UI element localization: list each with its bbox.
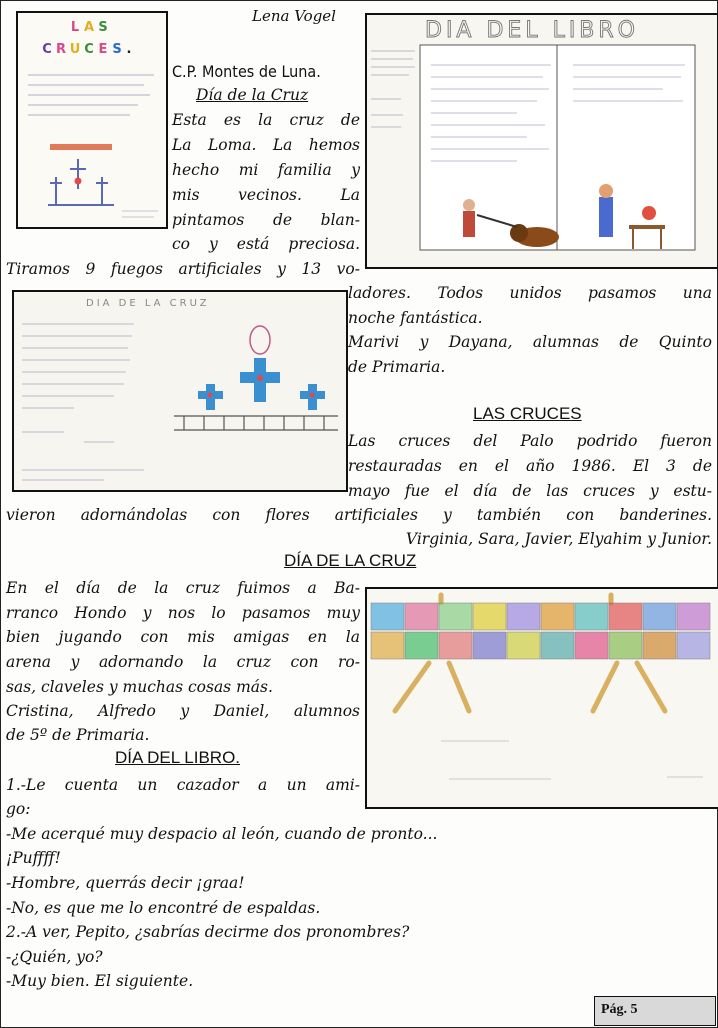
calendar-cell bbox=[541, 632, 574, 659]
calendar-cell bbox=[643, 603, 676, 630]
article1-line: de Primaria. bbox=[348, 358, 446, 376]
author-name: Lena Vogel bbox=[252, 7, 336, 25]
article3-line: bien jugando con mis amigas en la bbox=[6, 628, 360, 646]
article2-title: LAS CRUCES bbox=[473, 404, 582, 423]
article4-line: -Hombre, querrás decir ¡graa! bbox=[6, 874, 245, 892]
article1-line: Tiramos 9 fuegos artificiales y 13 vo- bbox=[6, 260, 360, 278]
dia-de-la-cruz-drawing-title: DIA DE LA CRUZ bbox=[86, 298, 210, 309]
calendar-cell bbox=[609, 603, 642, 630]
calendar-cell bbox=[507, 603, 540, 630]
article1-line: ladores. Todos unidos pasamos una bbox=[348, 284, 712, 302]
article4-line: -No, es que me lo encontré de espaldas. bbox=[6, 899, 321, 917]
article1-line: Marivi y Dayana, alumnas de Quinto bbox=[348, 333, 712, 351]
calendar-cell bbox=[575, 632, 608, 659]
article3-line: de 5º de Primaria. bbox=[6, 726, 150, 744]
drawing-las-cruces bbox=[16, 11, 168, 229]
las-cruces-drawing-title: L A S C R U C E S . bbox=[42, 20, 134, 57]
article2-signature: Virginia, Sara, Javier, Elyahim y Junior. bbox=[405, 530, 712, 548]
calendar-cell bbox=[541, 603, 574, 630]
article3-line: En el día de la cruz fuimos a Ba- bbox=[6, 579, 360, 597]
calendar-cell bbox=[371, 632, 404, 659]
page-number-box bbox=[594, 996, 716, 1026]
calendar-cell bbox=[405, 632, 438, 659]
article3-line: arena y adornando la cruz con ro- bbox=[6, 653, 360, 671]
article2-line: Las cruces del Palo podrido fueron bbox=[348, 432, 712, 450]
school-name: C.P. Montes de Luna. bbox=[172, 62, 321, 81]
article1-line: pintamos de blan- bbox=[172, 211, 360, 229]
article1-line: La Loma. La hemos bbox=[172, 136, 360, 154]
calendar-cell bbox=[677, 632, 710, 659]
article4-line: -¿Quién, yo? bbox=[6, 948, 103, 966]
article3-line: Cristina, Alfredo y Daniel, alumnos bbox=[6, 702, 360, 720]
article2-line: vieron adornándolas con flores artificiales y también con banderines. bbox=[6, 506, 712, 524]
calendar-cell bbox=[371, 603, 404, 630]
calendar-cell bbox=[405, 603, 438, 630]
article1-line: co y está preciosa. bbox=[172, 235, 360, 253]
calendar-cell bbox=[507, 632, 540, 659]
drawing-dia-del-libro bbox=[365, 13, 718, 269]
calendar-cell bbox=[609, 632, 642, 659]
article1-line: hecho mi familia y bbox=[172, 161, 360, 179]
article2-line: mayo fue el día de las cruces y estu- bbox=[348, 482, 712, 500]
article1-line: Esta es la cruz de bbox=[172, 111, 360, 129]
calendar-cell bbox=[473, 603, 506, 630]
calendar-cell bbox=[473, 632, 506, 659]
article4-line: go: bbox=[6, 800, 31, 818]
calendar-cell bbox=[575, 603, 608, 630]
article4-line: ¡Puffff! bbox=[6, 849, 61, 867]
drawing-dia-de-la-cruz bbox=[12, 290, 348, 492]
calendar-cell bbox=[643, 632, 676, 659]
article3-title: DÍA DE LA CRUZ bbox=[284, 551, 417, 570]
article1-title: Día de la Cruz bbox=[196, 86, 309, 104]
article3-line: sas, claveles y muchas cosas más. bbox=[6, 678, 273, 696]
article4-line: 1.-Le cuenta un cazador a un ami- bbox=[6, 776, 360, 794]
dia-del-libro-drawing-title: DIA DEL LIBRO bbox=[425, 18, 640, 43]
article4-line: -Muy bien. El siguiente. bbox=[6, 972, 194, 990]
calendar-sketch bbox=[367, 589, 718, 807]
dia-del-libro-sketch bbox=[367, 15, 717, 267]
calendar-cell bbox=[439, 603, 472, 630]
page-number: Pág. 5 bbox=[601, 1002, 638, 1017]
article4-line: -Me acerqué muy despacio al león, cuando de pronto... bbox=[6, 825, 438, 843]
article4-line: 2.-A ver, Pepito, ¿sabrías decirme dos pronombres? bbox=[6, 923, 410, 941]
calendar-cell bbox=[677, 603, 710, 630]
las-cruces-sketch bbox=[18, 13, 166, 227]
article2-line: restauradas en el año 1986. El 3 de bbox=[348, 457, 712, 475]
drawing-calendar-easel bbox=[365, 587, 718, 809]
article1-line: mis vecinos. La bbox=[172, 186, 360, 204]
article3-line: rranco Hondo y nos lo pasamos muy bbox=[6, 604, 360, 622]
dia-de-la-cruz-sketch bbox=[14, 292, 346, 490]
article4-title: DÍA DEL LIBRO. bbox=[115, 748, 241, 767]
article1-line: noche fantástica. bbox=[348, 309, 483, 327]
calendar-cell bbox=[439, 632, 472, 659]
